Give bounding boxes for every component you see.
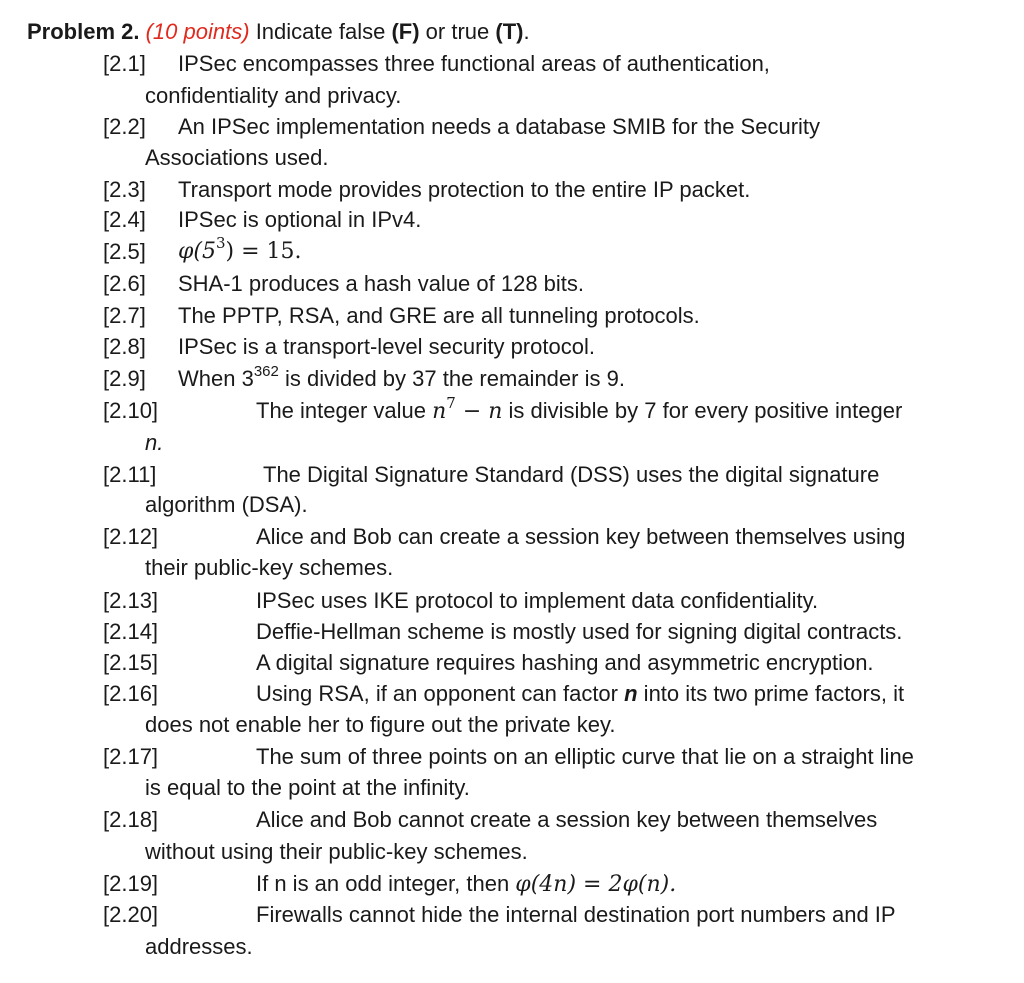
item-text: Firewalls cannot hide the internal destination port numbers and IP <box>256 902 896 927</box>
instruction-period: . <box>523 19 530 44</box>
item-number: [2.10] <box>103 398 159 423</box>
item-number: [2.7] <box>103 303 146 328</box>
text-pre: The integer value <box>256 398 433 423</box>
math-minus: − <box>455 399 489 424</box>
math-expression: φ(4n) = 2φ(n). <box>515 872 677 897</box>
item-2-2-cont: Associations used. <box>145 145 329 170</box>
item-text <box>256 680 904 708</box>
item-text: Transport mode provides protection to the entire IP packet. <box>178 177 751 202</box>
item-text: SHA-1 produces a hash value of 128 bits. <box>178 271 585 296</box>
item-2-10 <box>103 393 903 425</box>
problem-points: (10 points) <box>145 19 250 44</box>
item-2-17 <box>103 743 914 771</box>
text-post: is divisible by 7 for every positive integer <box>502 398 903 423</box>
item-text: A digital signature requires hashing and asymmetric encryption. <box>256 650 874 675</box>
item-number: [2.19] <box>103 871 159 896</box>
item-number: [2.15] <box>103 650 159 675</box>
item-text: Deffie-Hellman scheme is mostly used for signing digital contracts. <box>256 619 903 644</box>
text-post: is divided by 37 the remainder is 9. <box>278 366 625 391</box>
item-2-6 <box>103 270 585 298</box>
item-2-11-cont: algorithm (DSA). <box>145 492 308 517</box>
item-2-19 <box>103 870 677 898</box>
math-exponent: 7 <box>446 393 456 412</box>
item-2-11 <box>103 461 880 489</box>
problem-heading <box>27 18 530 46</box>
true-marker: (T) <box>495 19 524 44</box>
item-text: The Digital Signature Standard (DSS) uses the digital signature <box>263 462 880 487</box>
math-n2: n <box>488 399 503 424</box>
item-2-20 <box>103 901 896 929</box>
item-text: IPSec is optional in IPv4. <box>178 207 422 232</box>
exponent: 362 <box>253 362 279 380</box>
item-2-17-cont: is equal to the point at the infinity. <box>145 775 470 800</box>
item-number: [2.2] <box>103 114 146 139</box>
item-2-4 <box>103 206 422 234</box>
item-2-10-cont: n. <box>145 430 164 455</box>
item-number: [2.3] <box>103 177 146 202</box>
item-text <box>256 393 903 426</box>
text-post: into its two prime factors, it <box>637 681 905 706</box>
item-2-1 <box>103 50 770 78</box>
item-number: [2.13] <box>103 588 159 613</box>
item-number: [2.5] <box>103 239 146 264</box>
item-text: IPSec uses IKE protocol to implement data confidentiality. <box>256 588 819 613</box>
item-text: The PPTP, RSA, and GRE are all tunneling protocols. <box>178 303 700 328</box>
item-2-16-cont: does not enable her to figure out the private key. <box>145 712 616 737</box>
item-text: Alice and Bob cannot create a session key between themselves <box>256 807 878 832</box>
item-text <box>178 362 625 393</box>
item-text: The sum of three points on an elliptic curve that lie on a straight line <box>256 744 914 769</box>
item-number: [2.17] <box>103 744 159 769</box>
item-2-2 <box>103 113 821 141</box>
item-text: Alice and Bob can create a session key between themselves using <box>256 524 906 549</box>
item-number: [2.12] <box>103 524 159 549</box>
item-math <box>178 233 302 266</box>
item-text <box>256 870 676 899</box>
item-number: [2.20] <box>103 902 159 927</box>
variable-n: n <box>624 681 638 706</box>
item-text: An IPSec implementation needs a database SMIB for the Security <box>178 114 821 139</box>
item-text: IPSec is a transport-level security protocol. <box>178 334 595 359</box>
item-number: [2.4] <box>103 207 146 232</box>
item-number: [2.9] <box>103 366 146 391</box>
problem-label: Problem 2. <box>27 19 140 44</box>
item-2-14 <box>103 618 903 646</box>
item-2-3 <box>103 176 751 204</box>
item-text: IPSec encompasses three functional areas of authentication, <box>178 51 770 76</box>
instruction-or: or true <box>425 19 490 44</box>
text-pre: When 3 <box>178 366 254 391</box>
item-2-1-cont: confidentiality and privacy. <box>145 83 402 108</box>
item-2-12 <box>103 523 906 551</box>
item-number: [2.11] <box>103 462 157 487</box>
item-2-12-cont: their public-key schemes. <box>145 555 394 580</box>
item-2-16 <box>103 680 905 708</box>
item-number: [2.1] <box>103 51 146 76</box>
item-number: [2.8] <box>103 334 146 359</box>
item-2-18-cont: without using their public-key schemes. <box>145 839 528 864</box>
item-number: [2.16] <box>103 681 159 706</box>
instruction-text: Indicate false <box>255 19 386 44</box>
math-n: n <box>432 399 447 424</box>
text-pre: Using RSA, if an opponent can factor <box>256 681 625 706</box>
math-rest: ) = 15. <box>225 239 302 264</box>
text-pre: If n is an odd integer, then <box>256 871 516 896</box>
item-number: [2.18] <box>103 807 159 832</box>
item-2-8 <box>103 333 595 361</box>
false-marker: (F) <box>391 19 420 44</box>
item-2-13 <box>103 587 819 615</box>
item-number: [2.14] <box>103 619 159 644</box>
item-2-15 <box>103 649 874 677</box>
item-number: [2.6] <box>103 271 146 296</box>
math-phi: φ(5 <box>178 239 216 264</box>
item-2-9 <box>103 362 625 393</box>
math-exponent: 3 <box>215 233 226 252</box>
item-2-7 <box>103 302 700 330</box>
item-2-18 <box>103 806 878 834</box>
item-2-20-cont: addresses. <box>145 934 253 959</box>
